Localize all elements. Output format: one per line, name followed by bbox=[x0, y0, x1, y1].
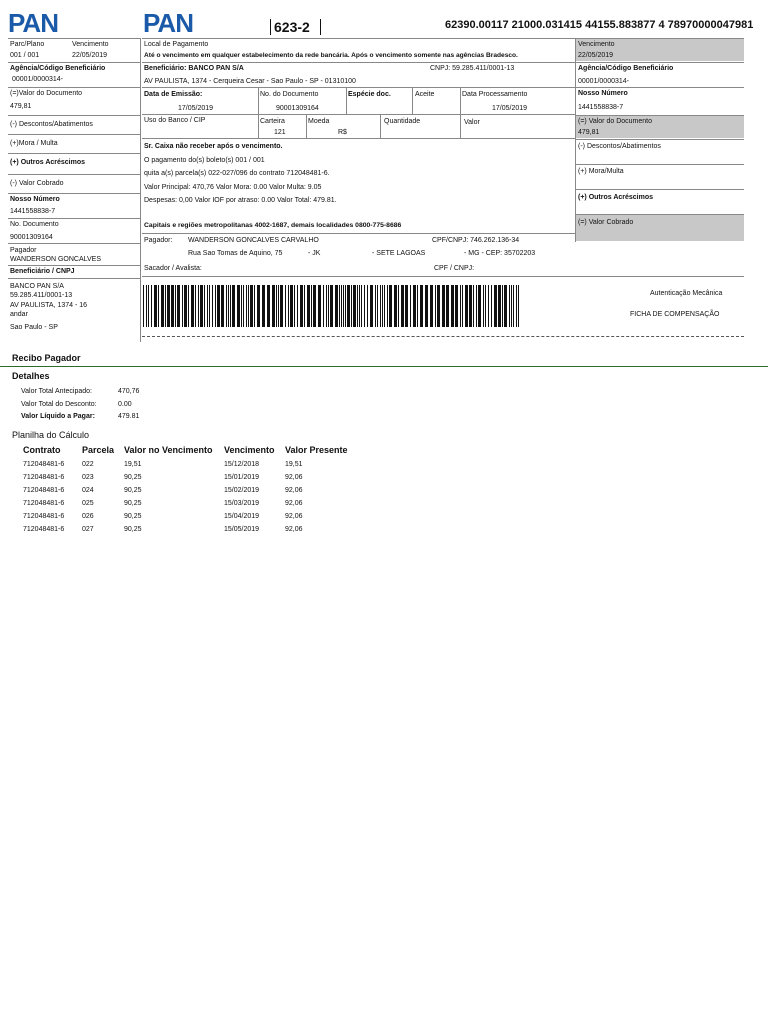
cell-contrato: 712048481-6 bbox=[23, 513, 65, 520]
aceite-label: Aceite bbox=[415, 91, 435, 98]
liquido-label: Valor Líquido a Pagar: bbox=[21, 413, 95, 420]
pagador-addr4: - MG - CEP: 35702203 bbox=[464, 250, 536, 257]
rc-agencia-label: Agência/Código Beneficiário bbox=[578, 65, 674, 72]
rc-nosso-label: Nosso Número bbox=[578, 90, 628, 97]
rc-descontos-label: (-) Descontos/Abatimentos bbox=[578, 143, 661, 150]
stub-valor-doc-label: (=)Valor do Documento bbox=[10, 90, 83, 97]
cell-contrato: 712048481-6 bbox=[23, 461, 65, 468]
carteira-value: 121 bbox=[274, 129, 286, 136]
no-documento-label: No. do Documento bbox=[260, 91, 319, 98]
no-documento-value: 90001309164 bbox=[276, 105, 319, 112]
cell-valor-presente: 92,06 bbox=[285, 513, 303, 520]
valor-label: Valor bbox=[464, 119, 480, 126]
desconto-value: 0.00 bbox=[118, 401, 132, 408]
sacador-cpf-label: CPF / CNPJ: bbox=[434, 265, 475, 272]
quantidade-label: Quantidade bbox=[384, 118, 421, 125]
col-vencimento: Vencimento bbox=[224, 445, 275, 455]
instr-line1: O pagamento do(s) boleto(s) 001 / 001 bbox=[144, 157, 265, 164]
instr-phone: Capitais e regiões metropolitanas 4002-1687, demais localidades 0800-775-8686 bbox=[144, 222, 402, 229]
cell-valor-vencimento: 90,25 bbox=[124, 474, 142, 481]
pagador-addr3: - SETE LAGOAS bbox=[372, 250, 426, 257]
rc-nosso-value: 1441558838-7 bbox=[578, 104, 624, 111]
cell-vencimento: 15/01/2019 bbox=[224, 474, 260, 481]
stub-ben-line2: 59.285.411/0001-13 bbox=[10, 292, 73, 299]
cell-valor-presente: 92,06 bbox=[285, 526, 303, 533]
beneficiario-value: Beneficiário: BANCO PAN S/A bbox=[144, 65, 244, 72]
autenticacao-text: Autenticação Mecânica bbox=[650, 290, 723, 297]
detalhes-title: Detalhes bbox=[12, 371, 50, 381]
bank-code: 623-2 bbox=[270, 19, 321, 35]
cell-valor-vencimento: 19,51 bbox=[124, 461, 142, 468]
pagador-label: Pagador: bbox=[144, 237, 173, 244]
planilha-title: Planilha do Cálculo bbox=[12, 430, 90, 440]
cell-parcela: 027 bbox=[82, 526, 94, 533]
col-valor-presente: Valor Presente bbox=[285, 445, 348, 455]
col-contrato: Contrato bbox=[23, 445, 61, 455]
endereco-value: AV PAULISTA, 1374 - Cerqueira Cesar - Sao Paulo - SP - 01310100 bbox=[144, 78, 356, 85]
stub-ben-line4: andar bbox=[10, 311, 28, 318]
stub-nosso-value: 1441558838-7 bbox=[10, 208, 56, 215]
cell-contrato: 712048481-6 bbox=[23, 487, 65, 494]
cell-valor-vencimento: 90,25 bbox=[124, 526, 142, 533]
data-emissao-label: Data de Emissão: bbox=[144, 91, 203, 98]
stub-beneficiario-label: Beneficiário / CNPJ bbox=[10, 268, 75, 275]
instr-title: Sr. Caixa não receber após o vencimento. bbox=[144, 143, 283, 150]
moeda-value: R$ bbox=[338, 129, 347, 136]
stub-parc-label: Parc/Plano bbox=[10, 41, 45, 48]
cell-parcela: 026 bbox=[82, 513, 94, 520]
stub-nodoc-value: 90001309164 bbox=[10, 234, 53, 241]
local-pagamento-label: Local de Pagamento bbox=[144, 41, 209, 48]
cell-parcela: 023 bbox=[82, 474, 94, 481]
cell-valor-vencimento: 90,25 bbox=[124, 487, 142, 494]
stub-pagador-label: Pagador bbox=[10, 247, 37, 254]
stub-cobrado-label: (-) Valor Cobrado bbox=[10, 180, 64, 187]
stub-outros-label: (+) Outros Acréscimos bbox=[10, 159, 86, 166]
rc-outros-label: (+) Outros Acréscimos bbox=[578, 194, 654, 201]
rc-mora-label: (+) Mora/Multa bbox=[578, 168, 624, 175]
cell-parcela: 024 bbox=[82, 487, 94, 494]
stub-agencia-label: Agência/Código Beneficiário bbox=[10, 65, 106, 72]
rc-agencia-value: 00001/0000314- bbox=[578, 78, 629, 85]
cell-parcela: 022 bbox=[82, 461, 94, 468]
data-processamento-value: 17/05/2019 bbox=[492, 105, 528, 112]
stub-venc-value: 22/05/2019 bbox=[72, 52, 108, 59]
data-processamento-label: Data Processamento bbox=[462, 91, 528, 98]
stub-mora-label: (+)Mora / Multa bbox=[10, 140, 58, 147]
stub-ben-line3: AV PAULISTA, 1374 - 16 bbox=[10, 302, 88, 309]
cell-parcela: 025 bbox=[82, 500, 94, 507]
rc-cobrado-label: (=) Valor Cobrado bbox=[578, 219, 634, 226]
cell-valor-presente: 92,06 bbox=[285, 487, 303, 494]
cell-vencimento: 15/04/2019 bbox=[224, 513, 260, 520]
local-pagamento-value: Até o vencimento em qualquer estabelecimento da rede bancária. Após o vencimento somente nas agências Bradesco. bbox=[144, 52, 518, 59]
cell-valor-vencimento: 90,25 bbox=[124, 513, 142, 520]
stub-nosso-label: Nosso Número bbox=[10, 196, 60, 203]
especie-doc-label: Espécie doc. bbox=[348, 91, 391, 98]
stub-valor-doc-value: 479,81 bbox=[10, 103, 32, 110]
cell-valor-presente: 92,06 bbox=[285, 474, 303, 481]
pagador-addr1: Rua Sao Tomas de Aquino, 75 bbox=[188, 250, 283, 257]
col-parcela: Parcela bbox=[82, 445, 115, 455]
col-valor-vencimento: Valor no Vencimento bbox=[124, 445, 213, 455]
instr-line3: Valor Principal: 470,76 Valor Mora: 0.00 Valor Multa: 9.05 bbox=[144, 184, 322, 191]
antecipado-label: Valor Total Antecipado: bbox=[21, 388, 92, 395]
pan-logo-stub: PAN bbox=[8, 8, 58, 38]
cell-vencimento: 15/12/2018 bbox=[224, 461, 260, 468]
rc-valor-doc-label: (=) Valor do Documento bbox=[578, 118, 652, 125]
digitable-line: 62390.00117 21000.031415 44155.883877 4 78970000047981 bbox=[445, 19, 754, 31]
cell-vencimento: 15/02/2019 bbox=[224, 487, 260, 494]
pan-logo-main: PAN bbox=[143, 8, 193, 38]
stub-ben-line1: BANCO PAN S/A bbox=[10, 283, 64, 290]
moeda-label: Moeda bbox=[308, 118, 330, 125]
ficha-compensacao: FICHA DE COMPENSAÇÃO bbox=[630, 311, 720, 318]
recibo-title: Recibo Pagador bbox=[12, 353, 81, 363]
cell-valor-presente: 92,06 bbox=[285, 500, 303, 507]
antecipado-value: 470,76 bbox=[118, 388, 140, 395]
stub-nodoc-label: No. Documento bbox=[10, 221, 59, 228]
liquido-value: 479.81 bbox=[118, 413, 140, 420]
cell-valor-presente: 19,51 bbox=[285, 461, 303, 468]
stub-parc-value: 001 / 001 bbox=[10, 52, 40, 59]
stub-ben-line5: Sao Paulo - SP bbox=[10, 324, 58, 331]
cell-vencimento: 15/05/2019 bbox=[224, 526, 260, 533]
desconto-label: Valor Total do Desconto: bbox=[21, 401, 97, 408]
rc-venc-label: Vencimento bbox=[578, 41, 615, 48]
instr-line2: quita a(s) parcela(s) 022-027/096 do contrato 712048481-6. bbox=[144, 170, 330, 177]
carteira-label: Carteira bbox=[260, 118, 285, 125]
rc-venc-value: 22/05/2019 bbox=[578, 52, 614, 59]
cell-contrato: 712048481-6 bbox=[23, 474, 65, 481]
stub-venc-label: Vencimento bbox=[72, 41, 109, 48]
sacador-label: Sacador / Avalista: bbox=[144, 265, 202, 272]
instr-line4: Despesas: 0,00 Valor IOF por atraso: 0.00 Valor Total: 479.81. bbox=[144, 197, 337, 204]
cell-contrato: 712048481-6 bbox=[23, 500, 65, 507]
pagador-name: WANDERSON GONCALVES CARVALHO bbox=[188, 237, 319, 244]
stub-descontos-label: (-) Descontos/Abatimentos bbox=[10, 121, 93, 128]
stub-pagador-value: WANDERSON GONCALVES bbox=[10, 256, 102, 263]
pagador-addr2: - JK bbox=[308, 250, 321, 257]
cell-valor-vencimento: 90,25 bbox=[124, 500, 142, 507]
uso-banco-label: Uso do Banco / CIP bbox=[144, 117, 206, 124]
data-emissao-value: 17/05/2019 bbox=[178, 105, 214, 112]
cell-contrato: 712048481-6 bbox=[23, 526, 65, 533]
rc-valor-doc-value: 479,81 bbox=[578, 129, 600, 136]
barcode bbox=[143, 285, 523, 327]
cell-vencimento: 15/03/2019 bbox=[224, 500, 260, 507]
pagador-cpf: CPF/CNPJ: 746.262.136-34 bbox=[432, 237, 520, 244]
stub-agencia-value: 00001/0000314- bbox=[12, 76, 63, 83]
cnpj-value: CNPJ: 59.285.411/0001-13 bbox=[430, 65, 515, 72]
